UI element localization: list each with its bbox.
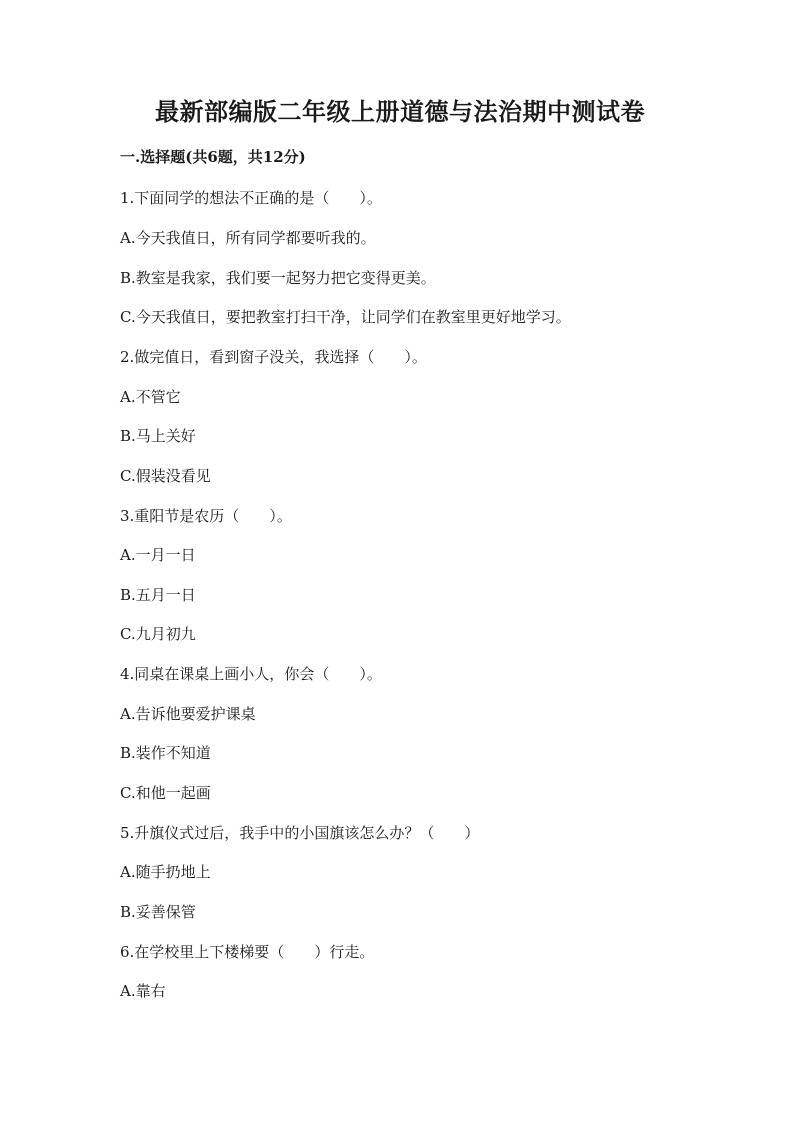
q1-option-b: B.教室是我家，我们要一起努力把它变得更美。: [120, 269, 436, 287]
question-2: 2.做完值日，看到窗子没关，我选择（ ）。: [120, 348, 427, 366]
q4-option-a: A.告诉他要爱护课桌: [120, 705, 256, 723]
section-heading: 一.选择题(共6题，共12分): [120, 148, 306, 166]
q5-option-b: B.妥善保管: [120, 903, 196, 921]
q5-option-a: A.随手扔地上: [120, 863, 211, 881]
page-title: 最新部编版二年级上册道德与法治期中测试卷: [155, 97, 645, 126]
question-1: 1.下面同学的想法不正确的是（ ）。: [120, 189, 382, 207]
q4-option-c: C.和他一起画: [120, 784, 211, 802]
question-5: 5.升旗仪式过后，我手中的小国旗该怎么办？（ ）: [120, 824, 480, 842]
q1-option-a: A.今天我值日，所有同学都要听我的。: [120, 229, 376, 247]
q2-option-c: C.假装没看见: [120, 467, 211, 485]
q3-option-c: C.九月初九: [120, 625, 196, 643]
q3-option-b: B.五月一日: [120, 586, 196, 604]
q6-option-a: A.靠右: [120, 982, 166, 1000]
question-3: 3.重阳节是农历（ ）。: [120, 507, 292, 525]
q1-option-c: C.今天我值日，要把教室打扫干净，让同学们在教室里更好地学习。: [120, 308, 571, 326]
q4-option-b: B.装作不知道: [120, 744, 211, 762]
q2-option-a: A.不管它: [120, 388, 181, 406]
question-4: 4.同桌在课桌上画小人，你会（ ）。: [120, 665, 382, 683]
q3-option-a: A.一月一日: [120, 546, 196, 564]
q2-option-b: B.马上关好: [120, 427, 196, 445]
question-6: 6.在学校里上下楼梯要（ ）行走。: [120, 943, 375, 961]
